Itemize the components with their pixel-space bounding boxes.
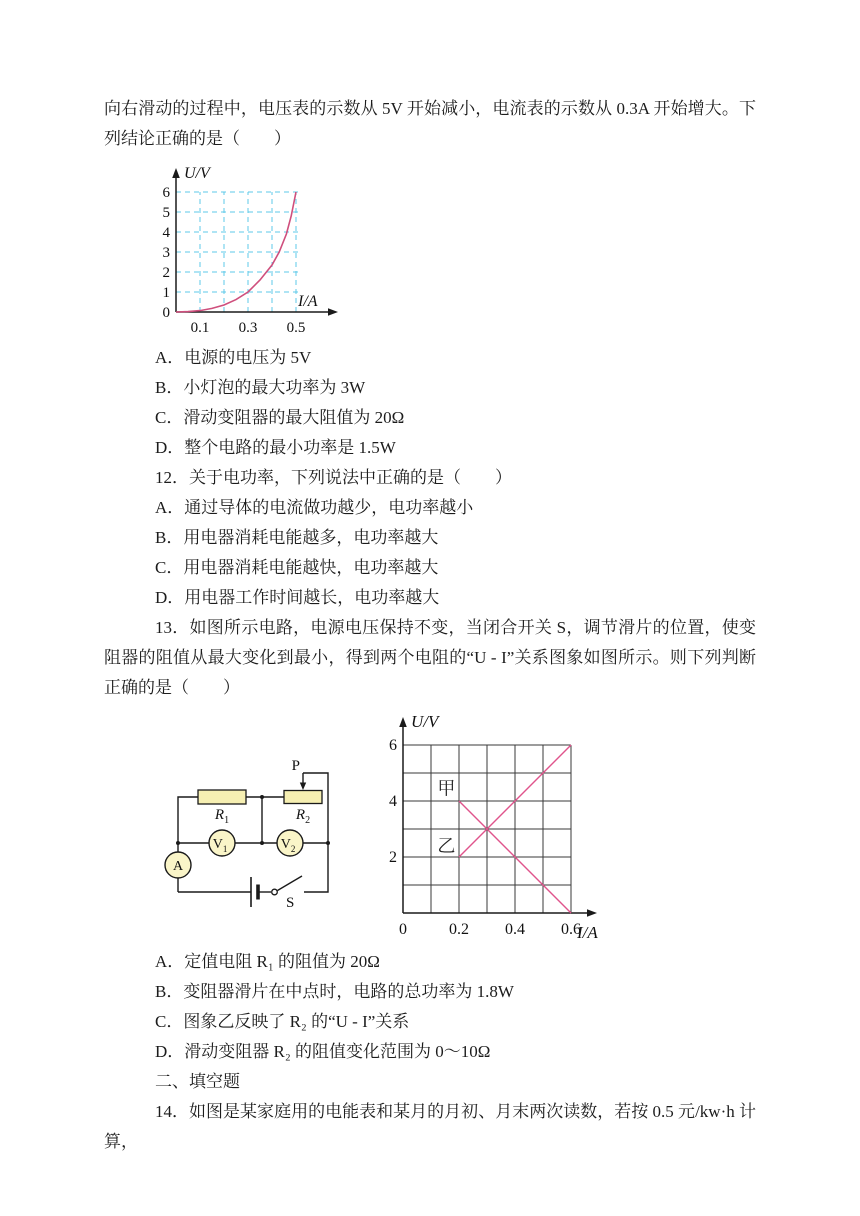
q13-stem: 13．如图所示电路，电源电压保持不变，当闭合开关 S，调节滑片的位置，使变阻器的阻值从最大变化到最小，得到两个电阻的“U - I”关系图象如图所示。则下列判断正确的是（ ） [104, 618, 756, 697]
q11-option-d: D．整个电路的最小功率是 1.5W [155, 438, 396, 457]
y-tick-label: 3 [162, 245, 170, 261]
q13-option-b: B．变阻器滑片在中点时，电路的总功率为 1.8W [155, 982, 514, 1001]
section-heading: 二、填空题 [155, 1072, 240, 1091]
q12-option-d: D．用电器工作时间越长，电功率越大 [155, 588, 440, 607]
rheostat-r2-label: $R_2$ [295, 807, 311, 826]
series-label: 甲 [437, 778, 456, 799]
q12-option-a: A．通过导体的电流做功越少，电功率越小 [155, 498, 474, 517]
node-top-mid [260, 795, 264, 799]
q12-stem: 12．关于电功率，下列说法中正确的是（ ） [155, 468, 512, 487]
y-tick-label: 6 [162, 185, 170, 201]
x-axis-arrow [587, 909, 597, 917]
y-tick-label: 2 [389, 849, 397, 866]
y-tick-label: 1 [162, 285, 170, 301]
y-axis-arrow [399, 717, 407, 727]
q12-option-c: C．用电器消耗电能越快，电功率越大 [155, 558, 439, 577]
y-tick-label: 4 [389, 793, 397, 810]
x-axis-arrow [328, 308, 338, 316]
q12-option-b: B．用电器消耗电能越多，电功率越大 [155, 528, 439, 547]
circuit-diagram-wrap [154, 755, 349, 920]
x-tick-label: 0 [399, 921, 407, 938]
slider-arrow-head [300, 783, 306, 791]
q13-option-d: D．滑动变阻器 R₂ 的阻值变化范围为 0～10Ω [155, 1042, 491, 1061]
x-tick-label: 0.1 [190, 320, 210, 336]
slider-label: P [291, 758, 300, 774]
intro-paragraph: 向右滑动的过程中，电压表的示数从 5V 开始减小，电流表的示数从 0.3A 开始增大。下列结论正确的是（ ） [104, 99, 756, 148]
voltmeter-v2-label: $V_2$ [280, 837, 296, 854]
q14-stem: 14．如图是某家庭用的电能表和某月的月初、月末两次读数，若按 0.5 元/kw·h 计算， [104, 1102, 756, 1151]
figure-circuit-and-chart [154, 705, 756, 945]
q13-option-a: A．定值电阻 R₁ 的阻值为 20Ω [155, 952, 380, 971]
switch-pivot [272, 889, 278, 895]
node-vrow-right [326, 841, 330, 845]
wire-slider-feed [303, 773, 328, 843]
y-axis-label: U/V [411, 712, 439, 731]
q11-option-a: A．电源的电压为 5V [155, 348, 312, 367]
switch-blade [278, 876, 303, 891]
q13-option-c: C．图象乙反映了 R₂ 的“U - I”关系 [155, 1012, 410, 1031]
circuit-diagram [154, 755, 349, 915]
figure-bulb-ui-chart [140, 160, 756, 341]
node-vrow-left [176, 841, 180, 845]
x-axis-label: I/A [298, 293, 318, 310]
ammeter-label: A [172, 859, 184, 874]
x-tick-label: 0.4 [505, 921, 525, 938]
y-tick-label: 0 [162, 305, 170, 321]
rheostat-r2 [284, 791, 322, 804]
two-resistor-ui-chart [363, 705, 615, 945]
x-axis-label: I/A [577, 923, 598, 942]
x-tick-label: 0.3 [238, 320, 258, 336]
y-tick-label: 6 [389, 737, 397, 754]
wire-top-left [178, 797, 198, 843]
y-axis-label: U/V [184, 165, 210, 182]
x-tick-label: 0.5 [286, 320, 306, 336]
bulb-ui-chart [140, 160, 346, 336]
resistor-r1-label: $R_1$ [214, 807, 230, 826]
y-tick-label: 4 [162, 225, 170, 241]
wire-bottom-3 [304, 843, 328, 892]
q11-option-c: C．滑动变阻器的最大阻值为 20Ω [155, 408, 405, 427]
y-axis-arrow [172, 168, 180, 178]
x-tick-label: 0.2 [449, 921, 469, 938]
y-tick-label: 5 [162, 205, 170, 221]
x-tick-label: 0.6 [561, 921, 581, 938]
q11-option-b: B．小灯泡的最大功率为 3W [155, 378, 366, 397]
node-vrow-mid [260, 841, 264, 845]
voltmeter-v1-label: $V_1$ [212, 837, 228, 854]
switch-label: S [286, 895, 295, 911]
series-label: 乙 [437, 835, 456, 856]
y-tick-label: 2 [162, 265, 170, 281]
resistor-r1 [198, 790, 246, 804]
